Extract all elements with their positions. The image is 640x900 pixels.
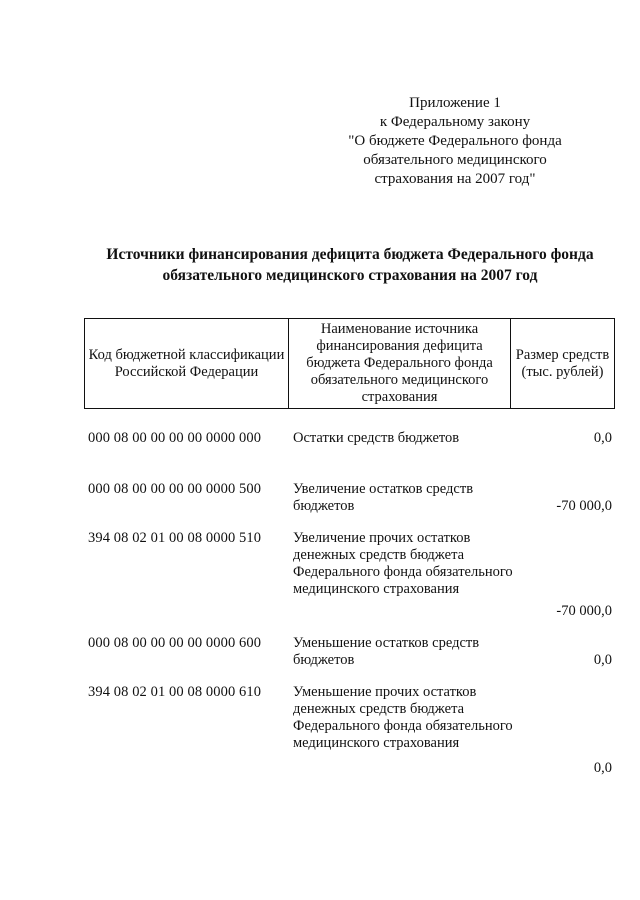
header-name: Наименование источника финансирования дефицита бюджета Федерального фонда обязательного медицинского страхования: [289, 319, 511, 408]
row-name: Уменьшение остатков средств бюджетов: [293, 635, 480, 668]
row-name: Уменьшение прочих остатков денежных средств бюджета Федерального фонда обязательного медицинского страхования: [293, 684, 513, 751]
row-amount: 0,0: [593, 430, 612, 446]
header-amount: Размер средств (тыс. рублей): [515, 346, 610, 380]
table-header: [84, 318, 615, 409]
header-code: Код бюджетной классификации Российской Федерации: [85, 319, 289, 408]
row-amount: -70 000,0: [556, 603, 612, 619]
title-line: Источники финансирования дефицита бюджета Федерального фонда: [106, 246, 594, 263]
row-amount: 0,0: [593, 760, 612, 776]
appendix-line: Приложение 1: [409, 95, 501, 111]
appendix-heading: [330, 94, 580, 189]
row-name: Остатки средств бюджетов: [293, 430, 460, 446]
document-title: [60, 244, 640, 286]
title-line: обязательного медицинского страхования на 2007 год: [162, 267, 538, 284]
appendix-line: обязательного медицинского: [363, 152, 547, 168]
row-name: Увеличение остатков средств бюджетов: [293, 481, 474, 514]
row-code: 000 08 00 00 00 00 0000 000: [88, 430, 262, 446]
row-amount: -70 000,0: [556, 498, 612, 514]
row-amount: 0,0: [593, 652, 612, 668]
appendix-line: страхования на 2007 год": [374, 171, 536, 187]
row-code: 394 08 02 01 00 08 0000 610: [88, 684, 262, 700]
row-code: 000 08 00 00 00 00 0000 600: [88, 635, 262, 651]
row-name: Увеличение прочих остатков денежных средств бюджета Федерального фонда обязательного медицинского страхования: [293, 530, 513, 597]
appendix-line: "О бюджете Федерального фонда: [348, 133, 562, 149]
row-code: 394 08 02 01 00 08 0000 510: [88, 530, 262, 546]
row-code: 000 08 00 00 00 00 0000 500: [88, 481, 262, 497]
appendix-line: к Федеральному закону: [379, 114, 531, 130]
